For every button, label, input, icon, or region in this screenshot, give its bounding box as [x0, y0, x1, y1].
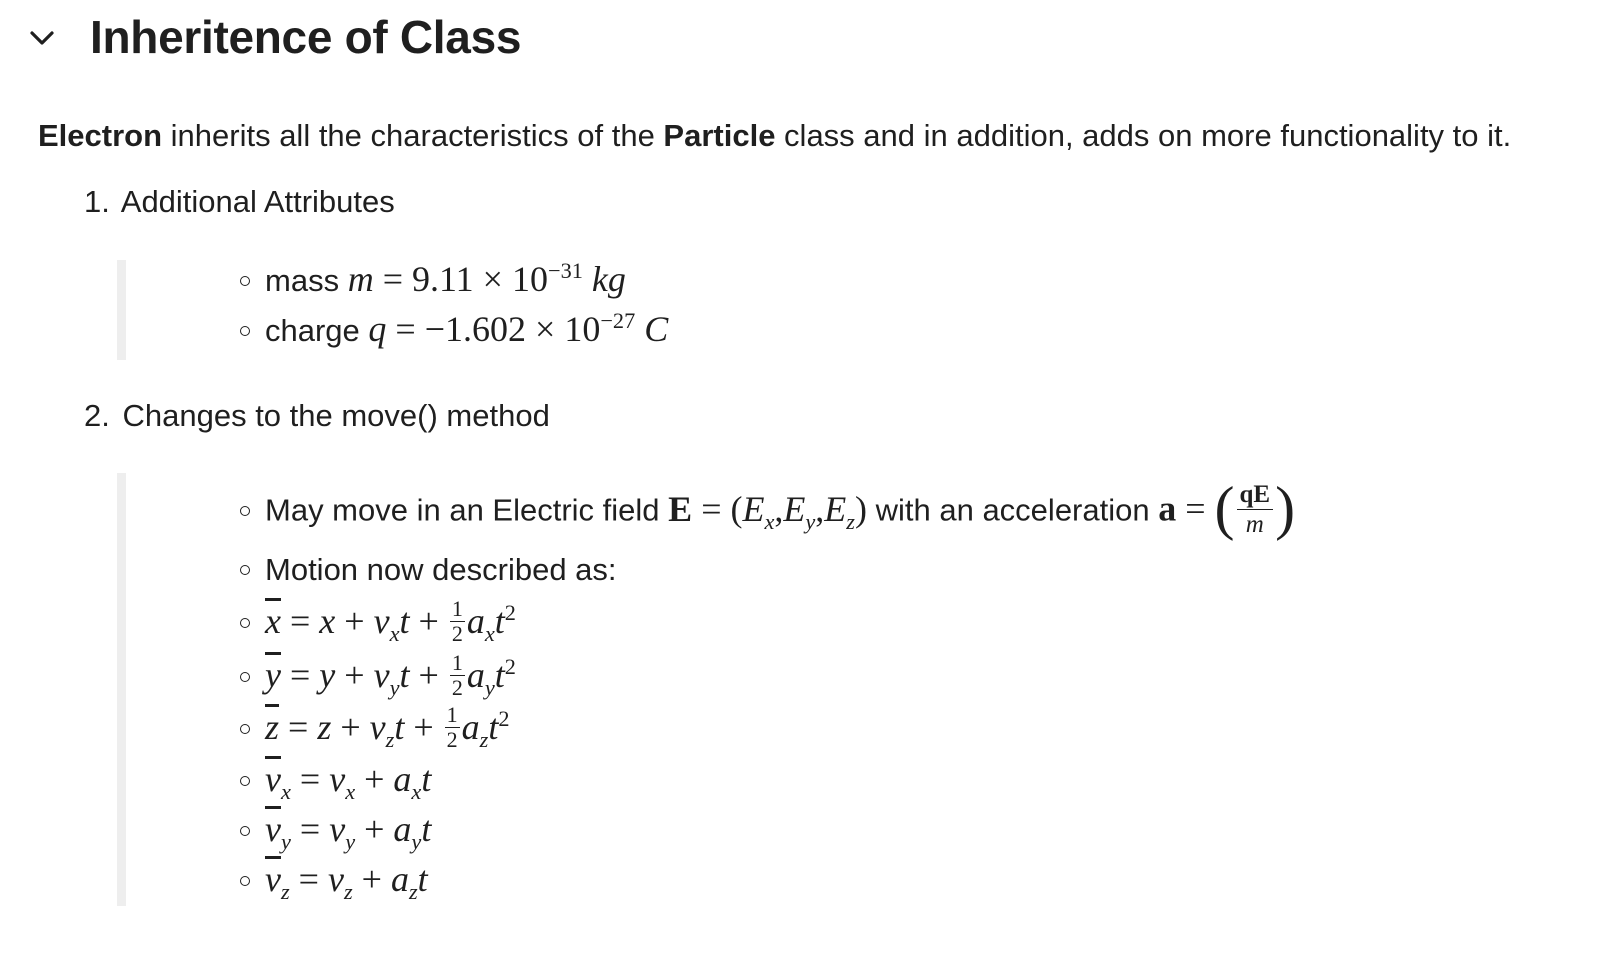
- math-sub: x: [411, 779, 422, 805]
- math-sub: x: [764, 508, 775, 534]
- math-sub: x: [345, 779, 356, 805]
- math-sub: y: [805, 508, 816, 534]
- math-sub: z: [280, 879, 290, 905]
- list-item: [240, 858, 428, 905]
- chevron-down-icon[interactable]: [28, 26, 56, 50]
- bullet-icon: [240, 618, 250, 628]
- math-op: =: [386, 309, 425, 349]
- math-symbol: y: [319, 655, 336, 695]
- list-heading-text: Additional Attributes: [120, 184, 395, 219]
- math-exponent: −31: [547, 258, 583, 283]
- math-symbol: z: [317, 707, 332, 747]
- math-expression: $\overline{v}_x = v_x + a_xt$: [265, 759, 432, 805]
- math-unit: kg: [591, 259, 626, 299]
- list-item: [240, 596, 516, 648]
- math-symbol: E: [783, 488, 806, 529]
- attribute-label: charge: [265, 313, 360, 348]
- list-item: [240, 808, 432, 855]
- list-item: [240, 258, 626, 300]
- list-item: [240, 650, 516, 702]
- bullet-icon: [240, 776, 250, 786]
- fraction: [1237, 482, 1274, 537]
- blockquote-bar: [117, 260, 126, 360]
- math-expression: [348, 259, 626, 299]
- math-sub: z: [479, 727, 489, 753]
- math-exponent: −27: [600, 308, 636, 333]
- field-text: May move in an Electric field: [265, 492, 660, 528]
- math-expression: $\overline{x} = x + v_xt$ + $\frac{1}{2}$ $a_xt^2$: [265, 596, 516, 647]
- fraction-numerator: 1: [446, 702, 458, 728]
- intro-text-1: inherits all the characteristics of the: [162, 118, 664, 153]
- math-sub: x: [484, 621, 495, 647]
- class-name-particle: Particle: [663, 118, 776, 153]
- motion-text: Motion now described as:: [265, 552, 617, 587]
- math-symbol: E: [824, 488, 847, 529]
- math-sub: y: [484, 675, 495, 701]
- bullet-icon: [240, 326, 250, 336]
- list-item: [240, 552, 617, 588]
- list-number: 1.: [84, 184, 110, 219]
- math-value: −1.602 × 10: [424, 309, 601, 349]
- math-expression: [1158, 489, 1214, 529]
- bullet-icon: [240, 826, 250, 836]
- class-name-electron: Electron: [38, 118, 163, 153]
- fraction-numerator: qE: [1237, 482, 1274, 510]
- fraction-denominator: m: [1245, 511, 1264, 538]
- bullet-icon: [240, 724, 250, 734]
- math-sub: z: [408, 879, 418, 905]
- fraction-denominator: 2: [451, 621, 463, 647]
- bullet-icon: [240, 672, 250, 682]
- math-sub: x: [389, 621, 400, 647]
- fraction: [450, 598, 465, 645]
- math-symbol: E: [742, 488, 765, 529]
- math-symbol: m: [347, 259, 374, 299]
- math-sub: x: [280, 779, 291, 805]
- math-unit: C: [644, 309, 669, 349]
- list-number: 2.: [84, 398, 110, 433]
- math-sub: z: [846, 508, 855, 534]
- math-op: =: [1176, 488, 1215, 529]
- fraction-numerator: 1: [451, 650, 463, 676]
- math-symbol: $\overline{x}$: [265, 601, 281, 641]
- math-value: 9.11 × 10: [412, 259, 548, 299]
- bullet-icon: [240, 565, 250, 575]
- list-item: [240, 758, 432, 805]
- math-symbol: $\overline{y}$: [265, 655, 281, 695]
- right-paren: ): [1275, 475, 1296, 541]
- math-op: ): [854, 488, 867, 529]
- fraction-denominator: 2: [451, 675, 463, 701]
- section-header: [0, 0, 1602, 80]
- math-sub: y: [389, 675, 400, 701]
- math-sub: y: [345, 829, 356, 855]
- list-item: [240, 475, 1296, 547]
- math-expression: $E = (E_x,E_y,E_z)$: [668, 488, 867, 534]
- list-item-1-heading: [84, 184, 395, 220]
- math-symbol: $\overline{z}$: [265, 707, 280, 747]
- math-symbol: E: [668, 488, 693, 529]
- list-item: [240, 308, 668, 350]
- fraction: [450, 652, 465, 699]
- bullet-icon: [240, 276, 250, 286]
- bullet-icon: [240, 506, 250, 516]
- math-expression: $\overline{v}_y = v_y + a_yt$: [265, 809, 432, 855]
- section-title: Inheritence of Class: [90, 11, 522, 63]
- math-sub: z: [385, 727, 395, 753]
- math-sub: y: [280, 829, 291, 855]
- attribute-label: mass: [265, 263, 340, 298]
- with-text: with an acceleration: [875, 492, 1150, 528]
- list-item: [240, 702, 510, 754]
- fraction-denominator: 2: [446, 727, 458, 753]
- math-symbol: a: [1158, 488, 1177, 529]
- left-paren: (: [1214, 475, 1235, 541]
- math-expression: $\overline{y} = y + v_yt$ + $\frac{1}{2}$ $a_yt^2$: [265, 650, 516, 701]
- list-heading-text: Changes to the move() method: [122, 398, 550, 433]
- math-sub: z: [343, 879, 353, 905]
- math-expression: $\overline{v}_z = v_z + a_zt$: [265, 859, 428, 905]
- math-expression: [368, 309, 668, 349]
- intro-text-2: class and in addition, adds on more functionality to it.: [775, 118, 1512, 153]
- math-sub: y: [411, 829, 422, 855]
- math-symbol: q: [368, 309, 387, 349]
- math-op: = (: [692, 488, 743, 529]
- list-item-2-heading: [84, 398, 550, 434]
- fraction-numerator: 1: [451, 596, 463, 622]
- fraction: [445, 704, 460, 751]
- math-expression: $\overline{z} = z + v_zt$ + $\frac{1}{2}$ $a_zt^2$: [265, 702, 510, 753]
- math-symbol: x: [319, 601, 336, 641]
- blockquote-bar: [117, 473, 126, 906]
- intro-paragraph: [38, 118, 1511, 154]
- math-op: =: [373, 259, 413, 299]
- bullet-icon: [240, 876, 250, 886]
